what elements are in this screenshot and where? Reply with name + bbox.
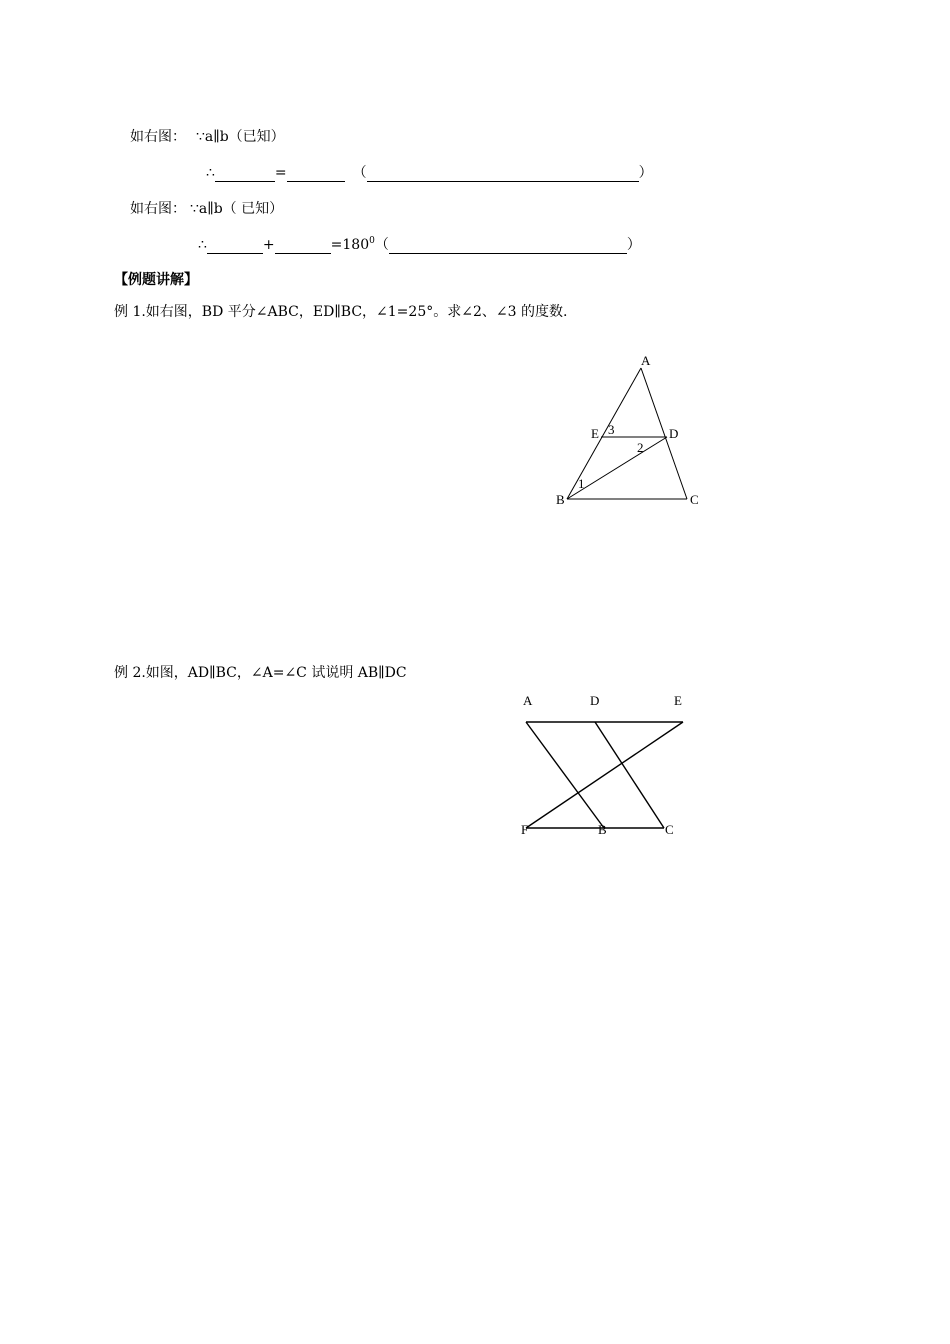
segment-dc xyxy=(595,722,664,828)
point-label-f: F xyxy=(521,822,529,837)
equals-sign: = xyxy=(274,165,287,181)
section-heading: 【例题讲解】 xyxy=(114,272,198,288)
example-1-question: 例 1.如右图，BD 平分∠ABC，ED∥BC，∠1=25°。求∠2、∠3 的度数. xyxy=(114,304,568,320)
segment-ef xyxy=(526,722,683,828)
given-prefix: 如右图： xyxy=(130,129,186,145)
reason-blank[interactable] xyxy=(367,167,639,182)
given-prefix: 如右图： xyxy=(130,201,186,217)
therefore-symbol: ∴ xyxy=(198,237,207,253)
reason-blank[interactable] xyxy=(389,239,627,254)
point-label-c: C xyxy=(665,822,674,837)
answer-blank[interactable] xyxy=(215,167,275,182)
sum-value: =180 xyxy=(330,237,370,253)
close-paren: ） xyxy=(626,237,641,253)
answer-blank[interactable] xyxy=(275,239,331,254)
close-paren: ） xyxy=(638,165,653,181)
point-label-c: C xyxy=(690,492,699,507)
point-label-a: A xyxy=(641,353,651,368)
open-paren: （ xyxy=(352,165,367,181)
angle-label-2: 2 xyxy=(637,440,644,455)
point-label-a: A xyxy=(523,693,533,708)
angle-label-3: 3 xyxy=(608,422,615,437)
segment-ac xyxy=(641,368,687,499)
given-line-2 xyxy=(130,200,283,218)
point-label-d: D xyxy=(590,693,600,708)
segment-ab xyxy=(567,368,641,499)
open-paren: （ xyxy=(374,237,389,253)
given-line-1 xyxy=(130,128,285,146)
segment-ab2 xyxy=(526,722,604,828)
plus-sign: + xyxy=(262,237,275,253)
segment-bd xyxy=(567,437,667,499)
angle-label-1: 1 xyxy=(578,476,585,491)
degree-superscript: 0 xyxy=(369,236,375,246)
point-label-b: B xyxy=(598,822,607,837)
answer-blank[interactable] xyxy=(287,167,345,182)
example-2-question: 例 2.如图，AD∥BC，∠A=∠C 试说明 AB∥DC xyxy=(114,665,407,681)
conclusion-line-1 xyxy=(206,164,653,182)
therefore-symbol: ∴ xyxy=(206,165,215,181)
given-statement: ∵a∥b（ 已知） xyxy=(190,201,284,217)
conclusion-line-2 xyxy=(198,236,641,254)
given-statement: ∵a∥b（已知） xyxy=(196,129,285,145)
answer-blank[interactable] xyxy=(207,239,263,254)
point-label-e: E xyxy=(674,693,682,708)
point-label-d: D xyxy=(669,426,679,441)
point-label-b: B xyxy=(556,492,565,507)
point-label-e: E xyxy=(591,426,599,441)
